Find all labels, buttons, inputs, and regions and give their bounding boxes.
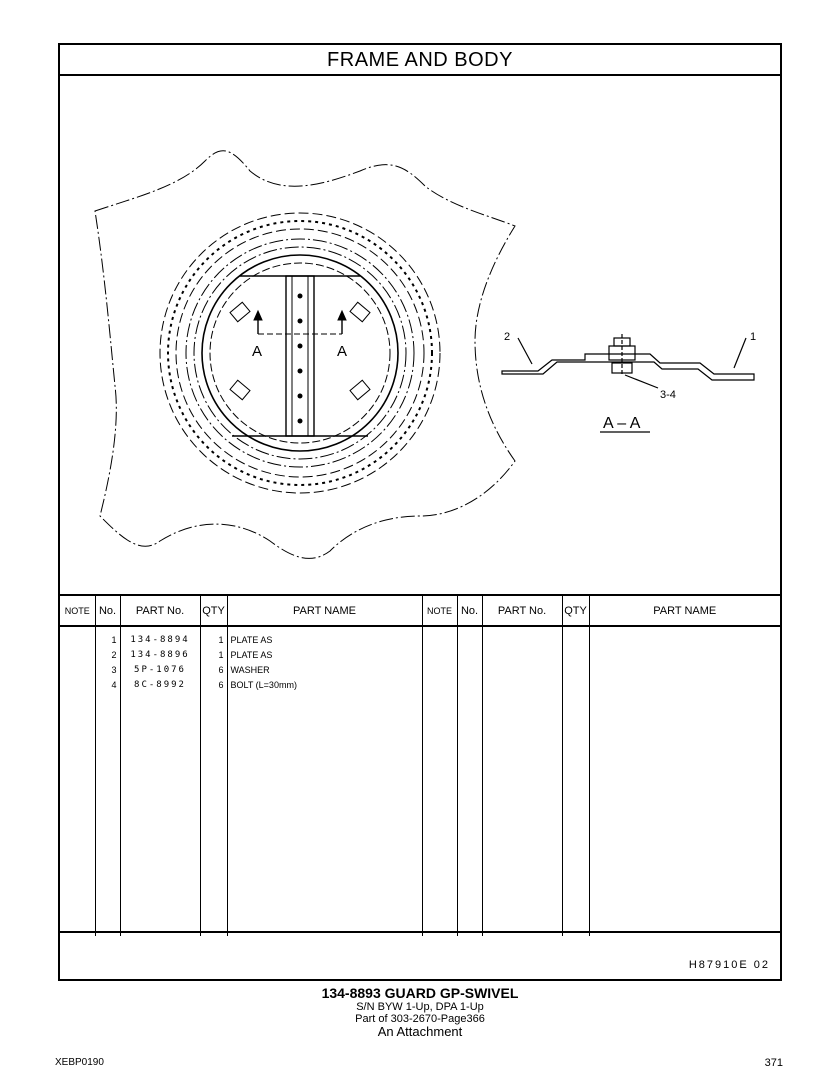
- page-number: 371: [764, 1057, 783, 1069]
- row-part-no: 134-8896: [120, 648, 200, 663]
- col-no: No.: [95, 595, 120, 626]
- callout-3-4: 3-4: [660, 389, 676, 401]
- col-qty: QTY: [200, 595, 227, 626]
- cut-label-right: A: [337, 343, 348, 360]
- callout-1: 1: [750, 331, 757, 343]
- row-qty: 6: [200, 678, 227, 693]
- col-part-no: PART No.: [120, 595, 200, 626]
- page-title: FRAME AND BODY: [60, 45, 780, 76]
- table-row: [60, 648, 780, 663]
- row-part-no: 8C-8992: [120, 678, 200, 693]
- row-no: 1: [95, 633, 120, 648]
- frame-outline: [95, 151, 515, 559]
- parts-table: [60, 594, 780, 936]
- row-part-no: 134-8894: [120, 633, 200, 648]
- table-bottom-border: [60, 931, 780, 933]
- col-part-name-2: PART NAME: [589, 595, 780, 626]
- row-no: 2: [95, 648, 120, 663]
- col-qty-2: QTY: [562, 595, 589, 626]
- section-detail: [502, 334, 754, 388]
- col-part-no-2: PART No.: [482, 595, 562, 626]
- footer-serial: S/N BYW 1-Up, DPA 1-Up: [356, 1001, 484, 1013]
- footer-title: 134-8893 GUARD GP-SWIVEL: [321, 985, 519, 1001]
- row-name: BOLT (L=30mm): [227, 678, 422, 693]
- col-note: NOTE: [60, 595, 95, 626]
- beam-holes: [298, 294, 303, 424]
- table-row: [60, 633, 780, 648]
- row-qty: 1: [200, 633, 227, 648]
- page-frame: [58, 43, 782, 981]
- row-part-no: 5P-1076: [120, 663, 200, 678]
- footer: [0, 986, 840, 1039]
- col-no-2: No.: [457, 595, 482, 626]
- row-name: PLATE AS: [227, 648, 422, 663]
- reference-code: H87910E 02: [688, 959, 770, 971]
- row-qty: 1: [200, 648, 227, 663]
- table-header-row: [60, 595, 780, 626]
- footer-part-of: Part of 303-2670-Page366: [355, 1013, 485, 1025]
- callout-2: 2: [504, 331, 511, 343]
- table-row: [60, 663, 780, 678]
- parts-drawing: [60, 76, 780, 596]
- doc-id: XEBP0190: [55, 1057, 104, 1068]
- row-name: PLATE AS: [227, 633, 422, 648]
- section-label: A – A: [603, 415, 641, 432]
- row-name: WASHER: [227, 663, 422, 678]
- table-row: [60, 678, 780, 693]
- row-qty: 6: [200, 663, 227, 678]
- row-no: 4: [95, 678, 120, 693]
- cut-label-left: A: [252, 343, 263, 360]
- col-note-2: NOTE: [422, 595, 457, 626]
- footer-attachment: An Attachment: [377, 1024, 463, 1039]
- col-part-name: PART NAME: [227, 595, 422, 626]
- row-no: 3: [95, 663, 120, 678]
